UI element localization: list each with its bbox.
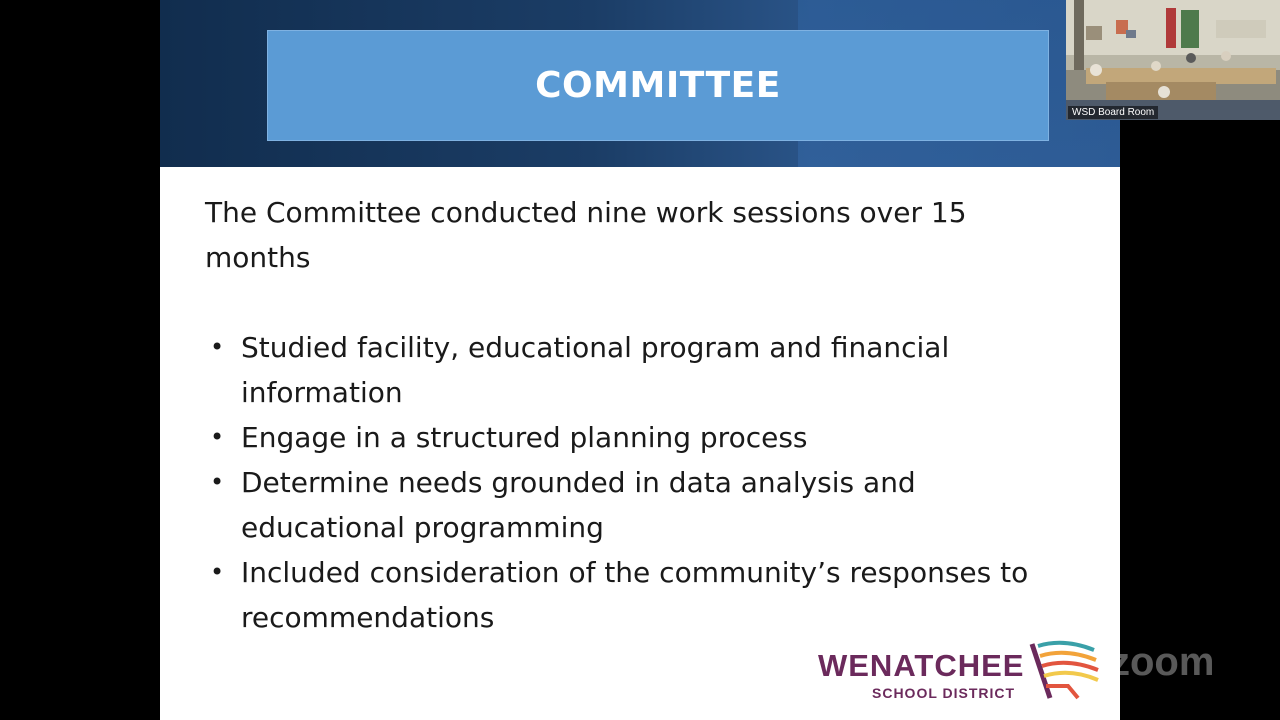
bullet-icon: • bbox=[210, 423, 225, 451]
logo-wordmark: WENATCHEE bbox=[818, 648, 1025, 683]
presentation-slide bbox=[160, 0, 1120, 720]
participant-video-tile[interactable] bbox=[1066, 0, 1280, 120]
bullet-item bbox=[205, 325, 1065, 415]
bullet-item bbox=[205, 415, 1065, 460]
bullet-icon: • bbox=[210, 558, 225, 586]
slide-title: COMMITTEE bbox=[535, 65, 781, 106]
bullet-text: Determine needs grounded in data analysis and educational programming bbox=[241, 466, 916, 544]
bullet-icon: • bbox=[210, 333, 225, 361]
intro-paragraph: The Committee conducted nine work sessions over 15 months bbox=[205, 196, 967, 274]
district-logo bbox=[818, 640, 1108, 704]
zoom-watermark: zoom bbox=[1110, 640, 1215, 684]
bullet-item bbox=[205, 460, 1065, 550]
title-box bbox=[267, 30, 1049, 141]
bullet-icon: • bbox=[210, 468, 225, 496]
slide-body bbox=[205, 190, 1065, 640]
district-emblem-icon bbox=[1028, 640, 1100, 702]
bullet-list bbox=[205, 325, 1065, 640]
bullet-text: Studied facility, educational program and financial information bbox=[241, 331, 950, 409]
bullet-item bbox=[205, 550, 1065, 640]
video-tile-label: WSD Board Room bbox=[1068, 106, 1158, 119]
logo-subtitle: SCHOOL DISTRICT bbox=[872, 685, 1016, 701]
bullet-text: Engage in a structured planning process bbox=[241, 421, 808, 454]
bullet-text: Included consideration of the community’s responses to recommendations bbox=[241, 556, 1029, 634]
slide-header bbox=[160, 0, 1120, 167]
board-room-video-feed bbox=[1066, 0, 1280, 120]
